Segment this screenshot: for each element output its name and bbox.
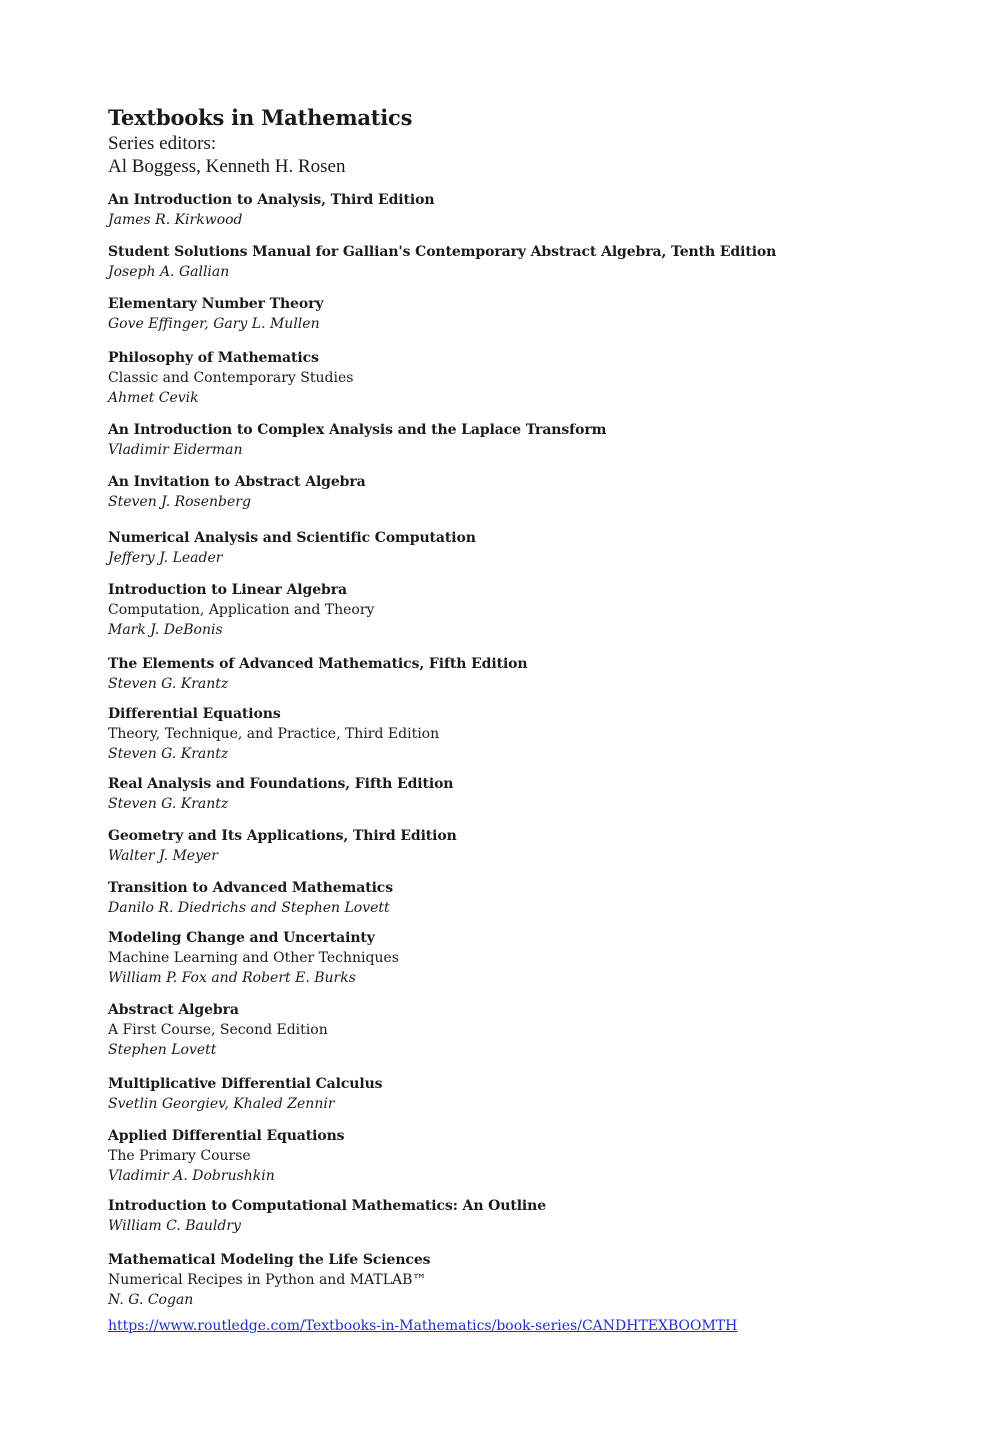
book-author: Steven G. Krantz [108, 796, 229, 812]
book-title: Introduction to Linear Algebra [108, 582, 347, 598]
book-subtitle: Classic and Contemporary Studies [108, 370, 354, 386]
series-url-link[interactable]: https://www.routledge.com/Textbooks-in-Mathematics/book-series/CANDHTEXBOOMTH [108, 1318, 738, 1334]
book-list [108, 190, 968, 1310]
book-subtitle: The Primary Course [108, 1148, 251, 1164]
book-title: Introduction to Computational Mathematics: An Outline [108, 1198, 547, 1214]
book-subtitle: Computation, Application and Theory [108, 602, 375, 618]
book-entry [108, 1000, 968, 1060]
book-entry [108, 1074, 968, 1114]
book-author: Svetlin Georgiev, Khaled Zennir [108, 1096, 335, 1112]
book-author: James R. Kirkwood [108, 212, 243, 228]
book-author: William P. Fox and Robert E. Burks [108, 970, 356, 986]
book-title: Multiplicative Differential Calculus [108, 1076, 383, 1092]
book-entry [108, 878, 968, 918]
book-author: Joseph A. Gallian [108, 264, 230, 280]
book-author: Vladimir Eiderman [108, 442, 243, 458]
book-subtitle: Theory, Technique, and Practice, Third Edition [108, 726, 440, 742]
book-entry [108, 774, 968, 814]
book-author: Mark J. DeBonis [108, 622, 223, 638]
book-author: N. G. Cogan [108, 1292, 194, 1308]
book-entry [108, 704, 968, 764]
book-title: Numerical Analysis and Scientific Computation [108, 530, 476, 546]
book-title: Geometry and Its Applications, Third Edition [108, 828, 457, 844]
book-author: Steven G. Krantz [108, 676, 229, 692]
book-entry [108, 928, 968, 988]
book-title: Mathematical Modeling the Life Sciences [108, 1252, 431, 1268]
series-editors-names: Al Boggess, Kenneth H. Rosen [108, 156, 346, 177]
book-entry [108, 348, 968, 408]
book-entry [108, 654, 968, 694]
book-author: William C. Bauldry [108, 1218, 241, 1234]
book-title: An Introduction to Analysis, Third Edition [108, 192, 435, 208]
book-author: Steven G. Krantz [108, 746, 229, 762]
book-author: Jeffery J. Leader [108, 550, 223, 566]
book-title: Applied Differential Equations [108, 1128, 345, 1144]
book-entry [108, 580, 968, 640]
book-entry [108, 472, 968, 512]
book-title: Real Analysis and Foundations, Fifth Edition [108, 776, 454, 792]
book-title: Modeling Change and Uncertainty [108, 930, 375, 946]
book-author: Ahmet Cevik [108, 390, 199, 406]
book-entry [108, 242, 968, 282]
book-title: The Elements of Advanced Mathematics, Fifth Edition [108, 656, 528, 672]
book-subtitle: Numerical Recipes in Python and MATLAB™ [108, 1272, 427, 1288]
book-subtitle: Machine Learning and Other Techniques [108, 950, 399, 966]
book-author: Walter J. Meyer [108, 848, 218, 864]
book-title: Student Solutions Manual for Gallian's Contemporary Abstract Algebra, Tenth Edition [108, 244, 777, 260]
book-entry [108, 528, 968, 568]
series-editors-label: Series editors: [108, 133, 217, 154]
book-author: Steven J. Rosenberg [108, 494, 251, 510]
book-entry [108, 1126, 968, 1186]
book-title: Elementary Number Theory [108, 296, 324, 312]
book-title: An Invitation to Abstract Algebra [108, 474, 366, 490]
series-title: Textbooks in Mathematics [108, 105, 413, 130]
book-title: Philosophy of Mathematics [108, 350, 319, 366]
book-author: Gove Effinger, Gary L. Mullen [108, 316, 320, 332]
book-entry [108, 1196, 968, 1236]
book-subtitle: A First Course, Second Edition [108, 1022, 328, 1038]
book-entry [108, 420, 968, 460]
book-author: Danilo R. Diedrichs and Stephen Lovett [108, 900, 390, 916]
book-title: Abstract Algebra [108, 1002, 239, 1018]
page-content [108, 104, 968, 1310]
book-title: Transition to Advanced Mathematics [108, 880, 394, 896]
book-title: An Introduction to Complex Analysis and the Laplace Transform [108, 422, 607, 438]
book-author: Stephen Lovett [108, 1042, 217, 1058]
book-title: Differential Equations [108, 706, 281, 722]
book-author: Vladimir A. Dobrushkin [108, 1168, 275, 1184]
book-entry [108, 1250, 968, 1310]
book-entry [108, 826, 968, 866]
book-entry [108, 190, 968, 230]
book-entry [108, 294, 968, 334]
